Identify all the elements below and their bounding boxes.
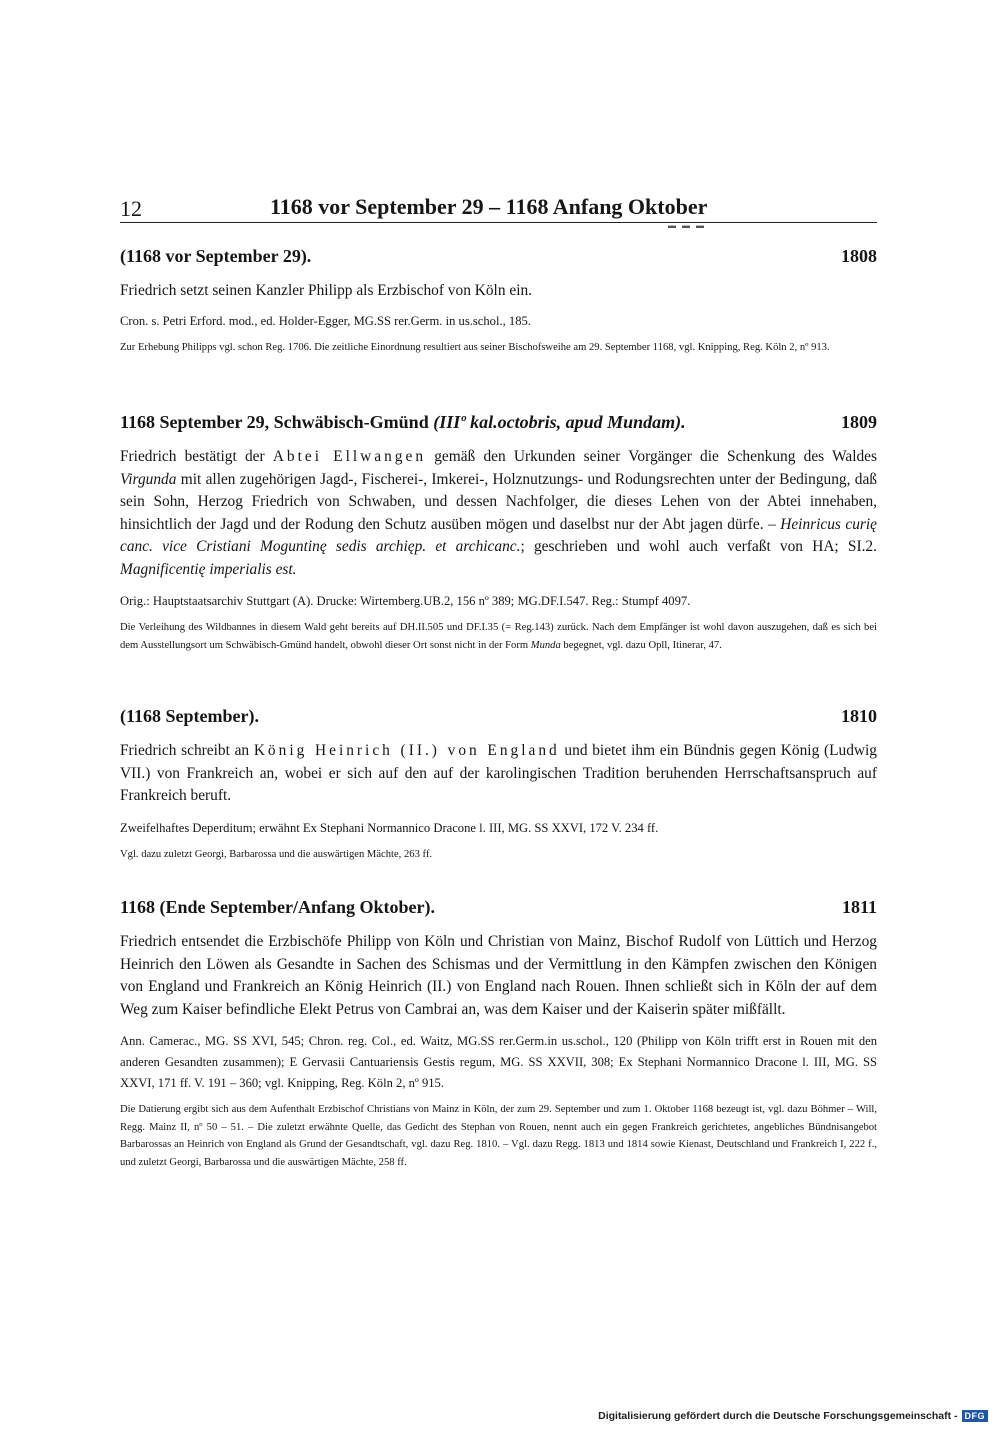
header-divider-mark: ▬ ▬ ▬ (668, 221, 706, 230)
entry-summary: Friedrich bestätigt der Abtei Ellwangen gemäß den Urkunden seiner Vorgänger die Schenkung des Waldes Virgunda mit allen zugehörigen Jagd-, Fischerei-, Imkerei-, Holznutzungs- und Rodungsrechten unter der Bedingung, daß sein Sohn, Herzog Friedrich von Schwaben, und dessen Nachfolger, die dieses Lehen von der Abtei innehaben, hinsichtlich der Jagd und der Rodung den Schutz ausüben mögen und daselbst nur der Abt jagen dürfe. – Heinricus curię canc. vice Cristiani Moguntinę sedis archięp. et archicanc.; geschrieben und wohl auch verfaßt von HA; SI.2. Magnificentię imperialis est. (120, 448, 877, 578)
entry-note: Die Verleihung des Wildbannes in diesem Wald geht bereits auf DH.II.505 und DF.I.35 (= Reg.143) zurück. Nach dem Empfänger ist wohl davon auszugehen, daß es sich bei dem Ausstellungsort um Schwäbisch-Gmünd handelt, obwohl dieser Ort sonst nicht in der Form Munda begegnet, vgl. dazu Opll, Itinerar, 47. (120, 622, 877, 651)
entry-number: 1810 (841, 706, 877, 726)
page-header (120, 192, 877, 230)
entry-date: (1168 September). (120, 706, 259, 726)
entry-number: 1809 (841, 412, 877, 432)
entry-summary: Friedrich schreibt an König Heinrich (II.) von England und bietet ihm ein Bündnis gegen König (Ludwig VII.) von Frankreich an, wobei er sich auf den auf der karolingischen Tradition beruhenden Herrschaftsanspruch auf Frankreich beruft. (120, 742, 877, 804)
entry-summary: Friedrich entsendet die Erzbischöfe Philipp von Köln und Christian von Mainz, Bischof Rudolf von Lüttich und Herzog Heinrich den Löwen als Gesandte in Sachen des Schismas und der Vermittlung in den Kämpfen zwischen den Königen von England und Frankreich an König Heinrich (II.) von England nach Rouen. Ihnen schließt sich in Köln der auf dem Weg zum Kaiser befindliche Elekt Petrus von Cambrai an, was dem Kaiser und der Kaiserin später mißfällt. (120, 933, 877, 1018)
entry-source: Ann. Camerac., MG. SS XVI, 545; Chron. reg. Col., ed. Waitz, MG.SS rer.Germ.in us.schol., 120 (Philipp von Köln trifft erst in Rouen mit den anderen Gesandten zusammen); E Gervasii Cantuariensis Gestis regum, MG. SS XXVII, 308; Ex Stephani Normannico Dracone l. III, MG. SS XXVI, 171 ff. V. 191 – 360; vgl. Knipping, Reg. Köln 2, nº 915. (120, 1034, 877, 1090)
regest-entry-1809 (120, 412, 877, 654)
entry-source: Zweifelhaftes Deperditum; erwähnt Ex Stephani Normannico Dracone l. III, MG. SS XXVI, 172 V. 234 ff. (120, 820, 659, 835)
regest-entry-1808 (120, 246, 877, 356)
credit-text: Digitalisierung gefördert durch die Deutsche Forschungsgemeinschaft - (598, 1410, 958, 1422)
entry-note: Zur Erhebung Philipps vgl. schon Reg. 1706. Die zeitliche Einordnung resultiert aus seiner Bischofsweihe am 29. September 1168, vgl. Knipping, Reg. Köln 2, nº 913. (120, 341, 830, 353)
dfg-logo: DFG (962, 1410, 989, 1422)
entry-summary: Friedrich setzt seinen Kanzler Philipp als Erzbischof von Köln ein. (120, 282, 533, 299)
entry-source: Orig.: Hauptstaatsarchiv Stuttgart (A). Drucke: Wirtemberg.UB.2, 156 nº 389; MG.DF.I.547. Reg.: Stumpf 4097. (120, 594, 691, 608)
entry-date: 1168 (Ende September/Anfang Oktober). (120, 897, 435, 917)
entry-note: Die Datierung ergibt sich aus dem Aufenthalt Erzbischof Christians von Mainz in Köln, der zum 29. September und zum 1. Oktober 1168 bezeugt ist, vgl. dazu Böhmer – Will, Regg. Mainz II, nº 50 – 51. – Die zuletzt erwähnte Quelle, das Gedicht des Stephan von Rouen, nennt auch ein gegen Frankreich gerichtetes, angebliches Bündnisangebot Barbarossas an Heinrich von England als Grund der Gesandtschaft, vgl. dazu Reg. 1810. – Vgl. dazu Regg. 1813 und 1814 sowie Kienast, Deutschland und Frankreich I, 222 f., und zuletzt Georgi, Barbarossa und die auswärtigen Mächte, 258 ff. (120, 1104, 877, 1168)
running-title: 1168 vor September 29 – 1168 Anfang Oktober (270, 194, 708, 219)
funding-credit (598, 1410, 988, 1422)
entry-source: Cron. s. Petri Erford. mod., ed. Holder-Egger, MG.SS rer.Germ. in us.schol., 185. (120, 313, 531, 328)
entry-number: 1808 (841, 246, 877, 266)
entry-number: 1811 (841, 897, 877, 917)
entry-note: Vgl. dazu zuletzt Georgi, Barbarossa und die auswärtigen Mächte, 263 ff. (120, 848, 433, 860)
page-number: 12 (120, 196, 142, 221)
entry-date: (1168 vor September 29). (120, 246, 312, 266)
entry-date: 1168 September 29, Schwäbisch-Gmünd (IIIº kal.octobris, apud Mundam). (120, 412, 686, 432)
regest-entry-1811 (120, 897, 877, 1171)
regest-entry-1810 (120, 706, 877, 863)
